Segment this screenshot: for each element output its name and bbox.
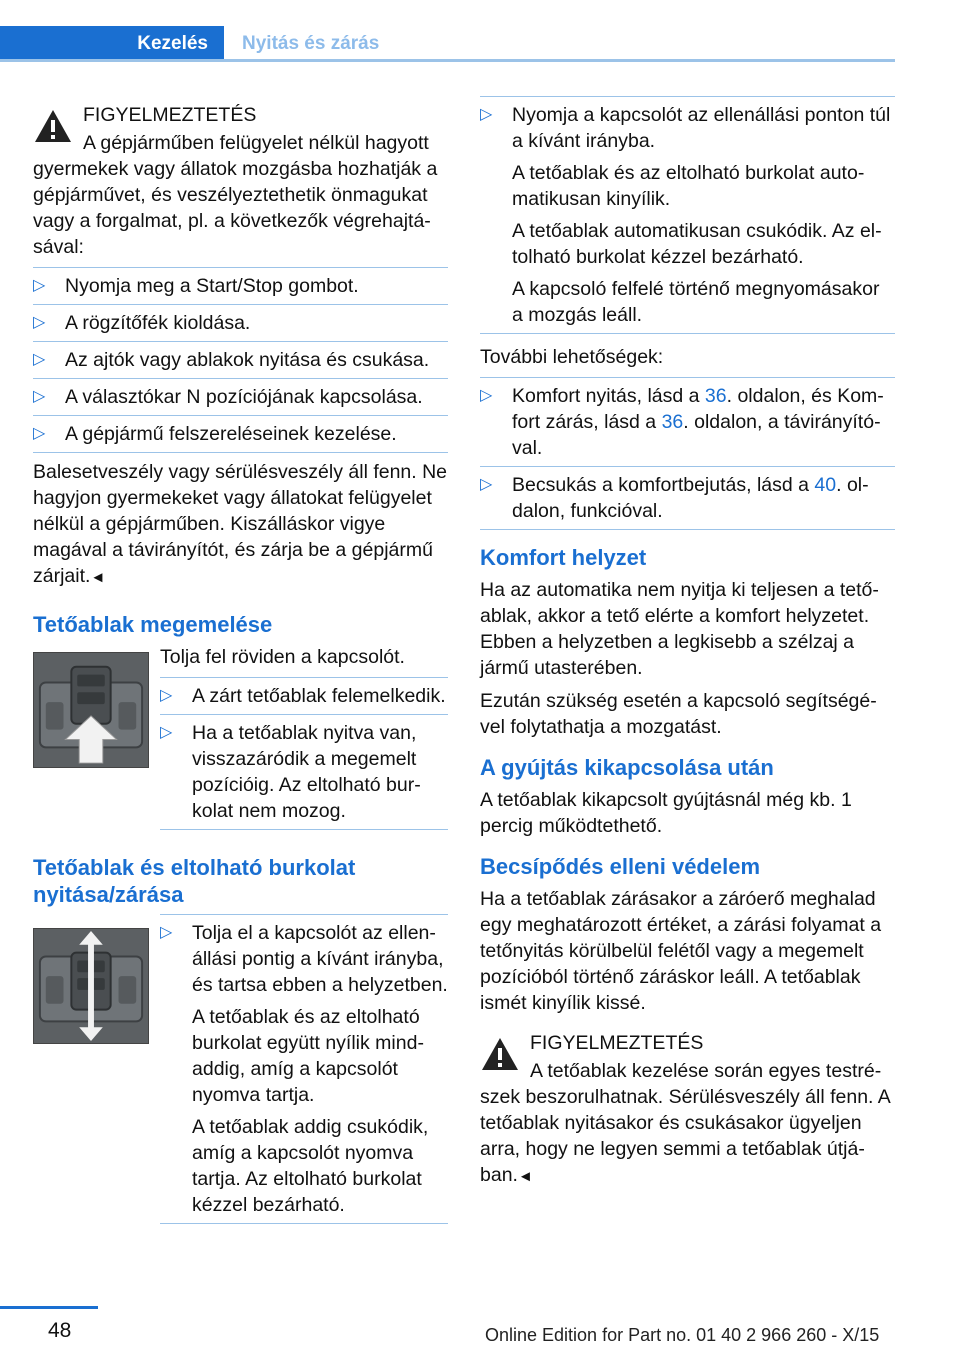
end-mark-icon: ◄ — [90, 569, 106, 586]
bullet-arrow-icon: ▷ — [33, 388, 46, 405]
list-item — [33, 415, 448, 453]
bullet-arrow-icon: ▷ — [160, 724, 173, 741]
list-item-text: A zárt tetőablak felemelkedik. — [192, 685, 446, 707]
list-item-text: A rögzítőfék kioldása. — [65, 312, 251, 334]
bullet-arrow-icon: ▷ — [480, 106, 493, 123]
bullet-arrow-icon: ▷ — [480, 476, 493, 493]
list-item — [160, 677, 448, 714]
switch-slide-illustration — [33, 928, 149, 1044]
list-item-text: . oldalon, funkcióval. — [512, 474, 869, 522]
list-item-text: Az ajtók vagy ablakok nyitása és csukása. — [65, 349, 430, 371]
comfort-heading: Komfort helyzet — [480, 545, 647, 570]
ignition-heading: A gyújtás kikapcsolása után — [480, 755, 774, 780]
list-item-detail: A tetőablak és az eltolható burkolat együtt nyílik mindaddig, amíg a kapcsolót nyomva tartja. — [192, 1006, 424, 1106]
comfort-text: Ha az automatika nem nyitja ki teljesen a tetőablak, akkor a tető elérte a komfort helyzetet. Ebben a helyzetben a legkisebb a szélzaj a jármű utasterében. — [480, 579, 879, 679]
list-item — [33, 304, 448, 341]
warning-triangle-icon — [33, 108, 73, 144]
right-column — [480, 100, 895, 1197]
list-item-detail: A tetőablak automatikusan csukódik. Az eltolható burkolat kézzel bezárható. — [512, 220, 882, 268]
raise-text — [160, 644, 448, 830]
bullet-arrow-icon: ▷ — [160, 924, 173, 941]
warning-block — [480, 1028, 895, 1190]
bullet-arrow-icon: ▷ — [33, 277, 46, 294]
page-link-36[interactable]: 36 — [704, 385, 727, 407]
list-item-text: A gépjármű felszereléseinek kezelése. — [65, 423, 397, 445]
raise-section — [33, 644, 448, 834]
bullet-arrow-icon: ▷ — [480, 387, 493, 404]
end-mark-icon: ◄ — [517, 1168, 533, 1185]
raise-list — [160, 677, 448, 830]
list-item-text: . oldalon, és Komfort zárás, lásd a — [512, 385, 884, 433]
open-close-section — [33, 914, 448, 1224]
header-rule — [0, 59, 895, 62]
more-options-list — [480, 377, 895, 530]
list-item — [480, 466, 895, 530]
raise-heading: Tetőablak megemelése — [33, 612, 273, 637]
list-item-text: A választókar N pozíciójának kapcsolása. — [65, 386, 423, 408]
list-item — [160, 914, 448, 1224]
comfort-text: Ezután szükség esetén a kapcsoló segítségével folytathatja a mozgatást. — [480, 690, 877, 738]
warning-after-body: Balesetveszély vagy sérülésveszély áll fenn. Ne hagyjon gyermekeket vagy állatokat felügyelet nélkül a gépjárműben. Kiszálláskor vigye magával a távirányítót, és zárja be a gépjármű zárjait. — [33, 461, 448, 587]
warning-text: A gépjárműben felügyelet nélkül hagyott gyermekek vagy állatok mozgásba hozhatják a gépjárművet, és veszélyeztethetik önmagukat vagy a forgalmat, pl. a következők végrehajtásával: — [33, 132, 438, 258]
list-item — [33, 341, 448, 378]
bullet-arrow-icon: ▷ — [33, 314, 46, 331]
warning-body: A tetőablak kezelése során egyes testrészek beszorulhatnak. Sérülésveszély áll fenn. A tetőablak nyitásakor és csukásakor ügyeljen arra, hogy ne legyen semmi a tetőablak útjában. — [480, 1060, 890, 1186]
edition-label: Online Edition for Part no. 01 40 2 966 260 - X/15 — [485, 1325, 880, 1345]
list-item-detail: A tetőablak addig csukódik, amíg a kapcsolót nyomva tartja. Az eltolható burkolat kézzel bezárható. — [192, 1116, 429, 1216]
list-item-detail: A tetőablak és az eltolható burkolat automatikusan kinyílik. — [512, 162, 865, 210]
bullet-arrow-icon: ▷ — [33, 425, 46, 442]
warning-title: FIGYELMEZTETÉS — [83, 104, 257, 126]
footer-rule — [0, 1306, 98, 1309]
header-subsection-label: Nyitás és zárás — [242, 33, 380, 54]
page-link-36[interactable]: 36 — [661, 411, 684, 433]
more-options-label: További lehetőségek: — [480, 346, 664, 368]
list-item-text: Tolja el a kapcsolót az ellenállási pontig a kívánt irányba, és tartsa ebben a helyzetben. — [192, 922, 448, 996]
pinch-text: Ha a tetőablak zárásakor a záróerő meghalad egy meghatározott értéket, a zárási folyamat a tetőnyitás körülbelül felétől vagy a megemelt pozícióból történő záráskor leáll. A tetőablak ismét kinyílik kissé. — [480, 888, 882, 1014]
left-column — [33, 100, 448, 1230]
list-item-text: Becsukás a komfortbejutás, lásd a — [512, 474, 815, 496]
list-item — [33, 378, 448, 415]
open-close-text — [160, 914, 448, 1224]
ignition-text: A tetőablak kikapcsolt gyújtásnál még kb. 1 percig működtethető. — [480, 789, 852, 837]
warning-block — [33, 100, 448, 260]
open-close-list — [160, 914, 448, 1224]
warning-list — [33, 267, 448, 453]
warning-title: FIGYELMEZTETÉS — [530, 1032, 704, 1054]
list-item-detail: A kapcsoló felfelé történő megnyomásakor a mozgás leáll. — [512, 278, 880, 326]
list-item — [480, 377, 895, 466]
warning-after-text — [33, 459, 448, 591]
page-number: 48 — [48, 1319, 72, 1342]
list-item-text: Ha a tetőablak nyitva van, visszazáródik a megemelt pozícióig. Az eltolható burkolat nem mozog. — [192, 722, 421, 822]
open-close-heading: Tetőablak és eltolható burkolat nyitása/zárása — [33, 855, 356, 907]
page-link-40[interactable]: 40 — [814, 474, 837, 496]
open-close-continued-list — [480, 96, 895, 334]
header-section-tab[interactable] — [0, 26, 224, 62]
raise-intro: Tolja fel röviden a kapcsolót. — [160, 646, 405, 668]
bullet-arrow-icon: ▷ — [33, 351, 46, 368]
list-item — [480, 96, 895, 334]
header-section-label: Kezelés — [137, 33, 208, 54]
bullet-arrow-icon: ▷ — [160, 687, 173, 704]
header-subsection-tab[interactable] — [224, 26, 379, 62]
list-item — [160, 714, 448, 830]
list-item-text: Nyomja a kapcsolót az ellenállási ponton túl a kívánt irányba. — [512, 104, 891, 152]
switch-push-up-illustration — [33, 652, 149, 768]
list-item-text: Komfort nyitás, lásd a — [512, 385, 705, 407]
list-item — [33, 267, 448, 304]
list-item-text: Nyomja meg a Start/Stop gombot. — [65, 275, 359, 297]
warning-triangle-icon — [480, 1036, 520, 1072]
pinch-heading: Becsípődés elleni védelem — [480, 854, 761, 879]
warning-text — [480, 1058, 895, 1190]
list-item-text: . oldalon, a távirányítóval. — [512, 411, 881, 459]
